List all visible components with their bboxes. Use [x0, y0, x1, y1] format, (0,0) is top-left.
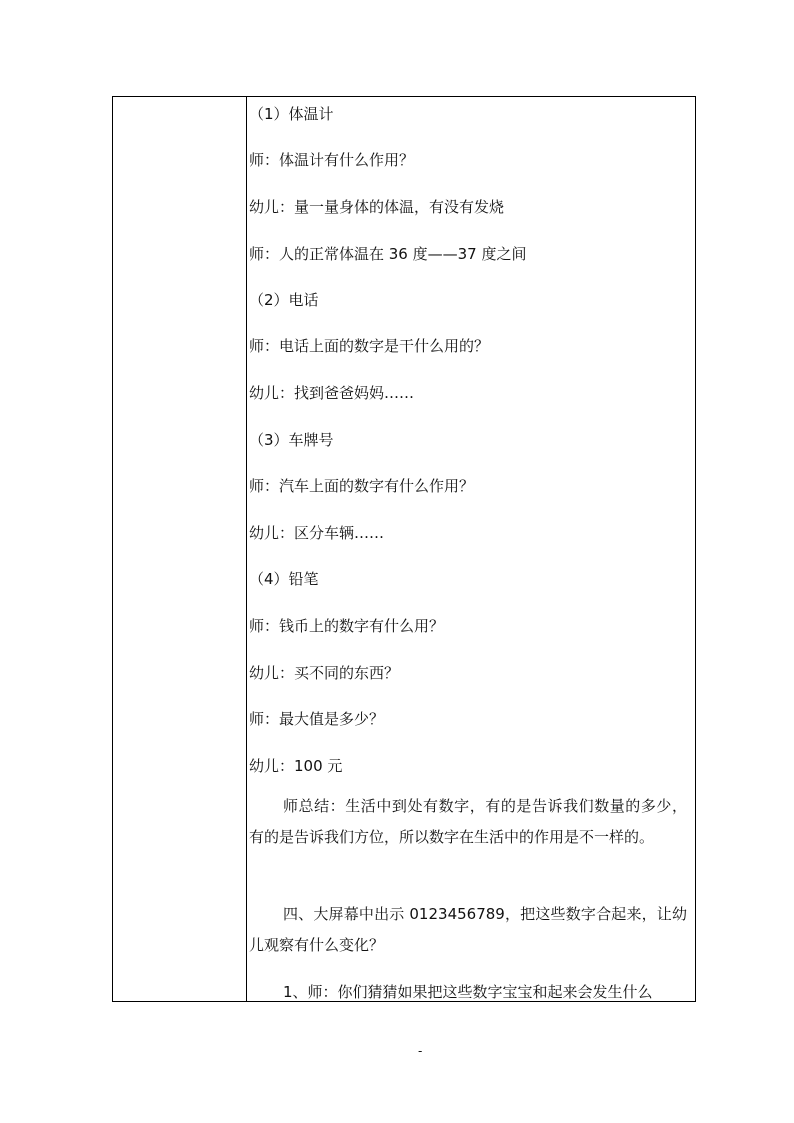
dialogue-line: 师：人的正常体温在 36 度——37 度之间	[249, 245, 527, 263]
dialogue-line: 幼儿：找到爸爸妈妈……	[249, 384, 415, 402]
dialogue-line: 幼儿：100 元	[249, 757, 343, 775]
dialogue-line: 幼儿：区分车辆……	[249, 524, 385, 542]
item-plate-heading: （3）车牌号	[249, 431, 334, 449]
section-four: 四、大屏幕中出示 0123456789，把这些数字合起来，让幼儿观察有什么变化？	[249, 905, 687, 954]
teacher-summary: 师总结：生活中到处有数字，有的是告诉我们数量的多少，有的是告诉我们方位，所以数字在生活中的作用是不一样的。	[249, 797, 687, 846]
column-divider	[246, 97, 247, 1001]
content-cell	[249, 97, 695, 1001]
dialogue-line: 师：最大值是多少？	[249, 710, 385, 728]
dialogue-line: 师：电话上面的数字是干什么用的？	[249, 337, 490, 355]
item-phone-heading: （2）电话	[249, 291, 319, 309]
dialogue-line: 师：钱币上的数字有什么用？	[249, 617, 445, 635]
dialogue-line: 师：汽车上面的数字有什么作用？	[249, 477, 475, 495]
dialogue-line: 师：体温计有什么作用？	[249, 151, 415, 169]
page-footer-mark: -	[418, 1044, 423, 1058]
item-thermometer-heading: （1）体温计	[249, 105, 334, 123]
dialogue-line: 幼儿：量一量身体的体温，有没有发烧	[249, 198, 505, 216]
item-pencil-heading: （4）铅笔	[249, 570, 319, 588]
dialogue-line: 幼儿：买不同的东西？	[249, 664, 400, 682]
lesson-table	[112, 96, 696, 1002]
step-one: 1、师：你们猜猜如果把这些数字宝宝和起来会发生什么	[283, 983, 653, 1001]
